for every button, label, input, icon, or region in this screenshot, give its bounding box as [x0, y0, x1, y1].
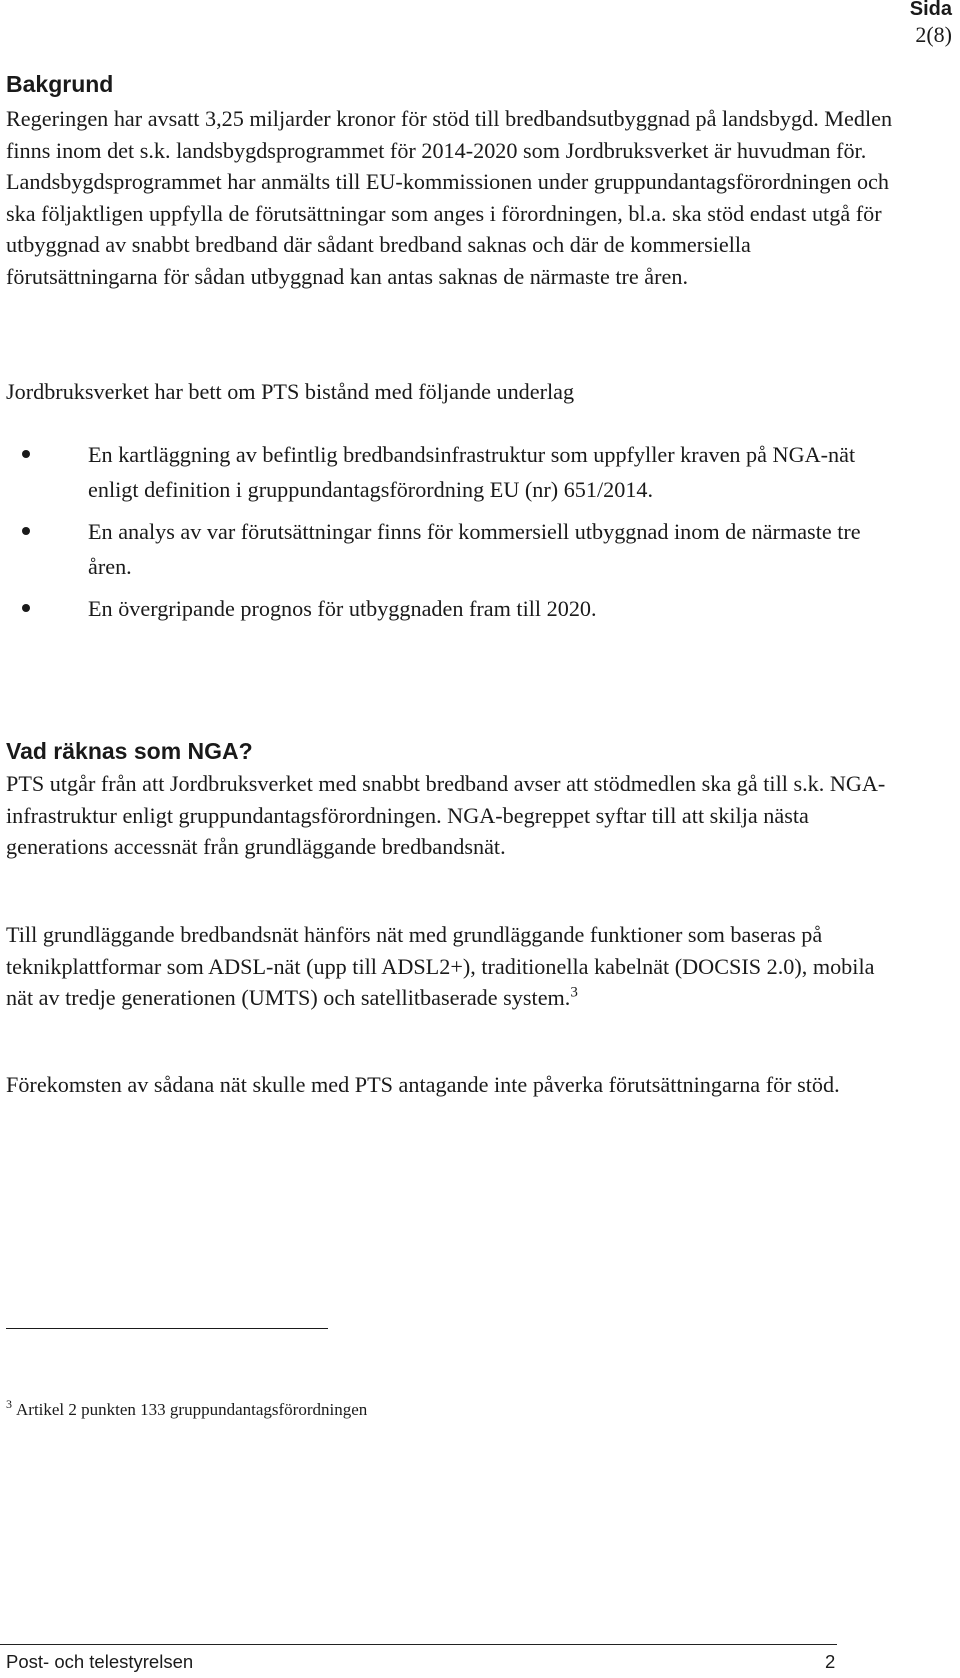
bullet-icon — [22, 604, 30, 612]
nga-paragraph-1 — [6, 768, 906, 863]
footnote-number: 3 — [6, 1397, 12, 1412]
footnote-text: Artikel 2 punkten 133 gruppundantagsförordningen — [16, 1400, 368, 1419]
footer-page-number: 2 — [825, 1651, 836, 1672]
page-number: 2(8) — [915, 22, 952, 47]
paragraph-text: Regeringen har avsatt 3,25 miljarder kronor för stöd till bredbandsutbyggnad på landsbygd. Medlen finns inom det s.k. landsbygdsprogrammet för 2014-2020 som Jordbruksverket är huvudman för. Landsbygdsprogrammet har anmälts till EU-kommissionen under gruppundantagsförordningen och ska följaktligen uppfylla de förutsättningar som anges i förordningen, bl.a. ska stöd endast utgå för utbyggnad av snabbt bredband där sådant bredband saknas och där de kommersiella förutsättningarna för sådan utbyggnad kan antas saknas de närmaste tre åren. — [6, 106, 893, 289]
list-item-text: En analys av var förutsättningar finns för kommersiell utbyggnad inom de närmaste tre åren. — [88, 519, 861, 579]
paragraph-text: Förekomsten av sådana nät skulle med PTS antagande inte påverka förutsättningarna för stöd. — [6, 1072, 840, 1097]
footnote — [6, 1399, 367, 1421]
section-heading-background: Bakgrund — [6, 71, 114, 97]
footnote-separator — [6, 1328, 328, 1329]
footnote-reference[interactable]: 3 — [570, 984, 578, 1001]
paragraph-text-body: Till grundläggande bredbandsnät hänförs nät med grundläggande funktioner som baseras på teknikplattformar som ADSL-nät (upp till ADSL2+), traditionella kabelnät (DOCSIS 2.0), mobila nät av tredje generationen (UMTS) och satellitbaserade system. — [6, 922, 875, 1011]
list-item — [6, 514, 906, 584]
bullet-icon — [22, 527, 30, 535]
paragraph-text — [6, 919, 906, 1014]
nga-paragraph-2 — [6, 919, 906, 1014]
list-item — [6, 591, 906, 626]
requirements-list — [6, 437, 906, 633]
background-paragraph-1 — [6, 103, 906, 293]
list-item-text: En övergripande prognos för utbyggnaden fram till 2020. — [88, 596, 597, 621]
nga-paragraph-3 — [6, 1069, 906, 1101]
paragraph-text: Jordbruksverket har bett om PTS bistånd med följande underlag — [6, 379, 575, 404]
footer-separator — [0, 1644, 837, 1645]
bullet-icon — [22, 450, 30, 458]
section-heading-nga: Vad räknas som NGA? — [6, 738, 253, 764]
list-item-text: En kartläggning av befintlig bredbandsinfrastruktur som uppfyller kraven på NGA-nät enligt definition i gruppundantagsförordning EU (nr) 651/2014. — [88, 442, 856, 502]
page-label: Sida — [909, 0, 952, 20]
list-item — [6, 437, 906, 507]
paragraph-text: PTS utgår från att Jordbruksverket med snabbt bredband avser att stödmedlen ska gå till s.k. NGA-infrastruktur enligt gruppundantagsförordningen. NGA-begreppet syftar till att skilja nästa generations accessnät från grundläggande bredbandsnät. — [6, 771, 886, 860]
footer-organization: Post- och telestyrelsen — [6, 1651, 194, 1672]
background-paragraph-2 — [6, 376, 906, 408]
